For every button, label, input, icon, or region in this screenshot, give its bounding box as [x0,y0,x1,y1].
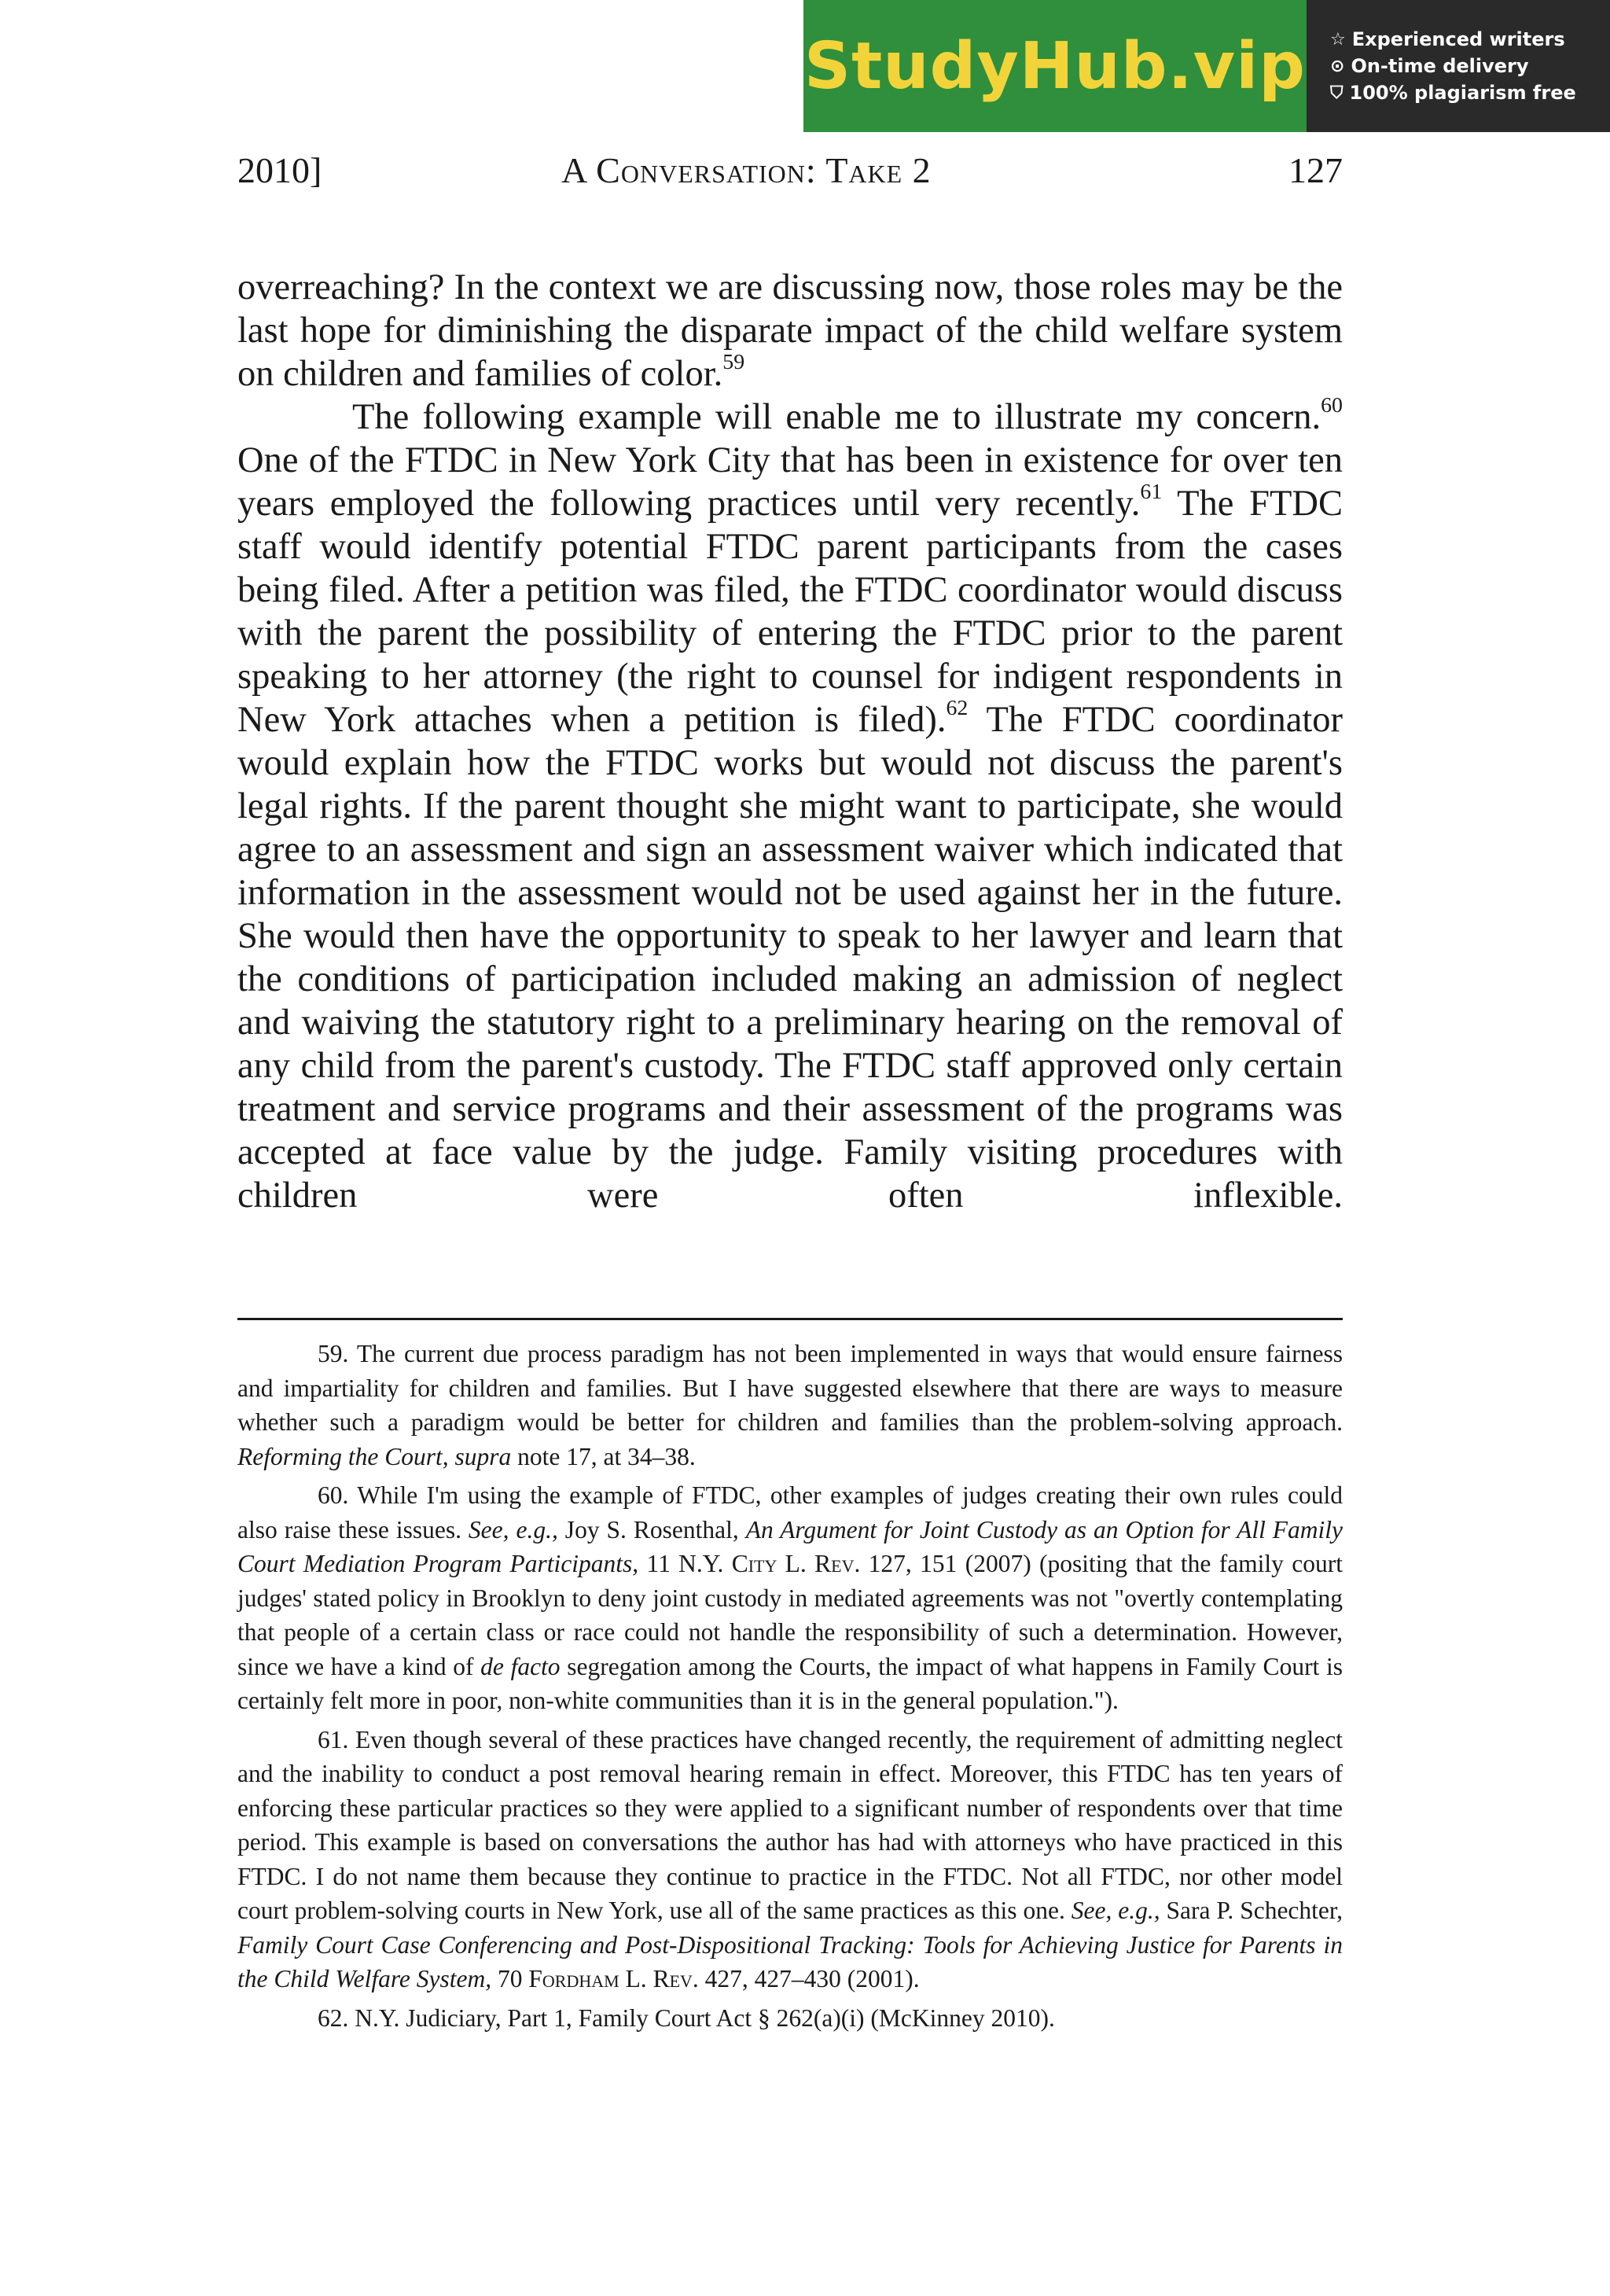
shield-icon: ⛉ [1330,83,1344,103]
fn-text: Sara P. Schechter, [1160,1897,1343,1924]
fn-text: L. [777,1550,815,1577]
feature-plagiarism-free [1330,82,1610,104]
fn-text: 427, 427–430 (2001). [698,1965,920,1992]
fn-text: 60. While I'm using the example of FTDC, other examples of judges creating their own rules could also raise these issues. [237,1481,1343,1544]
paragraph-text: The FTDC coordinator would explain how the FTDC works but would not discuss the parent's legal rights. If the parent thought she might want to participate, she would agree to an assessment and sign an assessment waiver which indicated that information in the assessment would not be used against her in the future. She would then have the opportunity to speak to her lawyer and learn that the conditions of participation included making an admission of neglect and waiving the statutory right to a preliminary hearing on the removal of any child from the parent's custody. The FTDC staff approved only certain treatment and service programs and their assessment of the programs was accepted at face value by the judge. Family visiting procedures with children were often inflexible. [237,700,1343,1216]
ad-banner[interactable] [803,0,1610,132]
fn-citation: Family Court Case Conferencing and Post-Dispositional Tracking: Tools for Achieving Justice for Parents in the Child Welfare System, [237,1930,1343,1992]
fn-text: 59. The current due process paradigm has not been implemented in ways that would ensure fairness and impartiality for children and families. But I have suggested elsewhere that there are ways to measure whether such a paradigm would be better for children and families than the problem-solving approach. [237,1340,1343,1436]
star-icon: ☆ [1330,29,1346,50]
page-number: 127 [1288,149,1343,190]
fn-text: 70 [491,1965,529,1992]
footnote-62 [237,2001,1343,2036]
fn-signal: See, e.g., [468,1515,558,1544]
footnote-ref-61[interactable]: 61 [1140,480,1163,505]
main-text [237,266,1343,1217]
footnote-61 [237,1723,1343,1996]
paragraph-2 [237,393,1343,1217]
fn-text: 11 N.Y. [638,1550,732,1577]
paragraph-text: overreaching? In the context we are discussing now, those roles may be the last hope for diminishing the disparate impact of the child welfare system on children and families of color. [237,267,1343,394]
fn-text: 61. Even though several of these practices have changed recently, the requirement of admitting neglect and the inability to conduct a post removal hearing remain in effect. Moreover, this FTDC has ten years of enforcing these particular practices so they were applied to a significant number of respondents over that time period. This example is based on conversations the author has had with attorneys who have practiced in this FTDC. I do not name them because they continue to practice in the FTDC. Not all FTDC, nor other model court problem-solving courts in New York, use all of the same practices as this one. [237,1725,1343,1924]
fn-text: Joy S. Rosenthal, [557,1515,746,1544]
footnote-59 [237,1337,1343,1474]
footnotes [237,1337,1343,2040]
clock-icon: ⊙ [1330,56,1345,76]
fn-journal: Rev. [814,1550,861,1577]
feature-experienced-writers [1330,28,1610,50]
fn-text: 62. N.Y. Judiciary, Part 1, Family Court Act § 262(a)(i) (McKinney 2010). [318,2003,1055,2032]
fn-journal: Rev. [652,1965,699,1992]
fn-text: note 17, at 34–38. [511,1442,696,1470]
fn-journal: City [731,1550,777,1577]
footnote-60 [237,1478,1343,1718]
feature-on-time-delivery [1330,55,1610,77]
paragraph-1 [237,266,1343,396]
logo-text: StudyHub.vip [804,28,1306,104]
footnote-ref-60[interactable]: 60 [1321,393,1343,418]
feature-label: Experienced writers [1351,28,1565,50]
banner-features [1307,0,1610,132]
feature-label: 100% plagiarism free [1349,82,1576,104]
studyhub-logo[interactable] [803,0,1307,132]
footnote-divider [237,1318,1343,1320]
fn-text: L. [619,1965,653,1992]
paragraph-text: The FTDC staff would identify potential FTDC parent participants from the cases being filed. After a petition was filed, the FTDC coordinator would discuss with the parent the possibility of entering the FTDC prior to the parent speaking to her attorney (the right to counsel for indigent respondents in New York attaches when a petition is filed). [237,484,1343,740]
header-year: 2010] [237,149,322,190]
fn-italic: de facto [480,1652,561,1680]
fn-citation: Reforming the Court, supra [237,1442,512,1470]
header-title: A Conversation: Take 2 [561,149,932,190]
footnote-ref-59[interactable]: 59 [722,350,745,375]
paragraph-text: One of the FTDC in New York City that has been in existence for over ten years employed the following practices until very recently. [237,440,1343,524]
feature-label: On-time delivery [1351,55,1529,77]
fn-journal: Fordham [528,1965,619,1992]
fn-citation: An Argument for Joint Custody as an Option for All Family Court Mediation Program Participants, [237,1515,1344,1577]
fn-text: 127, 151 (2007) (positing that the family court judges' stated policy in Brooklyn to deny joint custody in mediated agreements was not "overtly contemplating that people of a certain class or race could not handle the responsibility of such a determination. However, since we have a kind of [237,1550,1343,1680]
fn-signal: See, e.g., [1071,1897,1160,1924]
fn-text: segregation among the Courts, the impact of what happens in Family Court is certainly felt more in poor, non-white communities than it is in the general population."). [237,1652,1343,1714]
footnote-ref-62[interactable]: 62 [946,696,969,721]
running-header [237,146,1343,193]
paragraph-text: The following example will enable me to illustrate my concern. [352,397,1321,437]
